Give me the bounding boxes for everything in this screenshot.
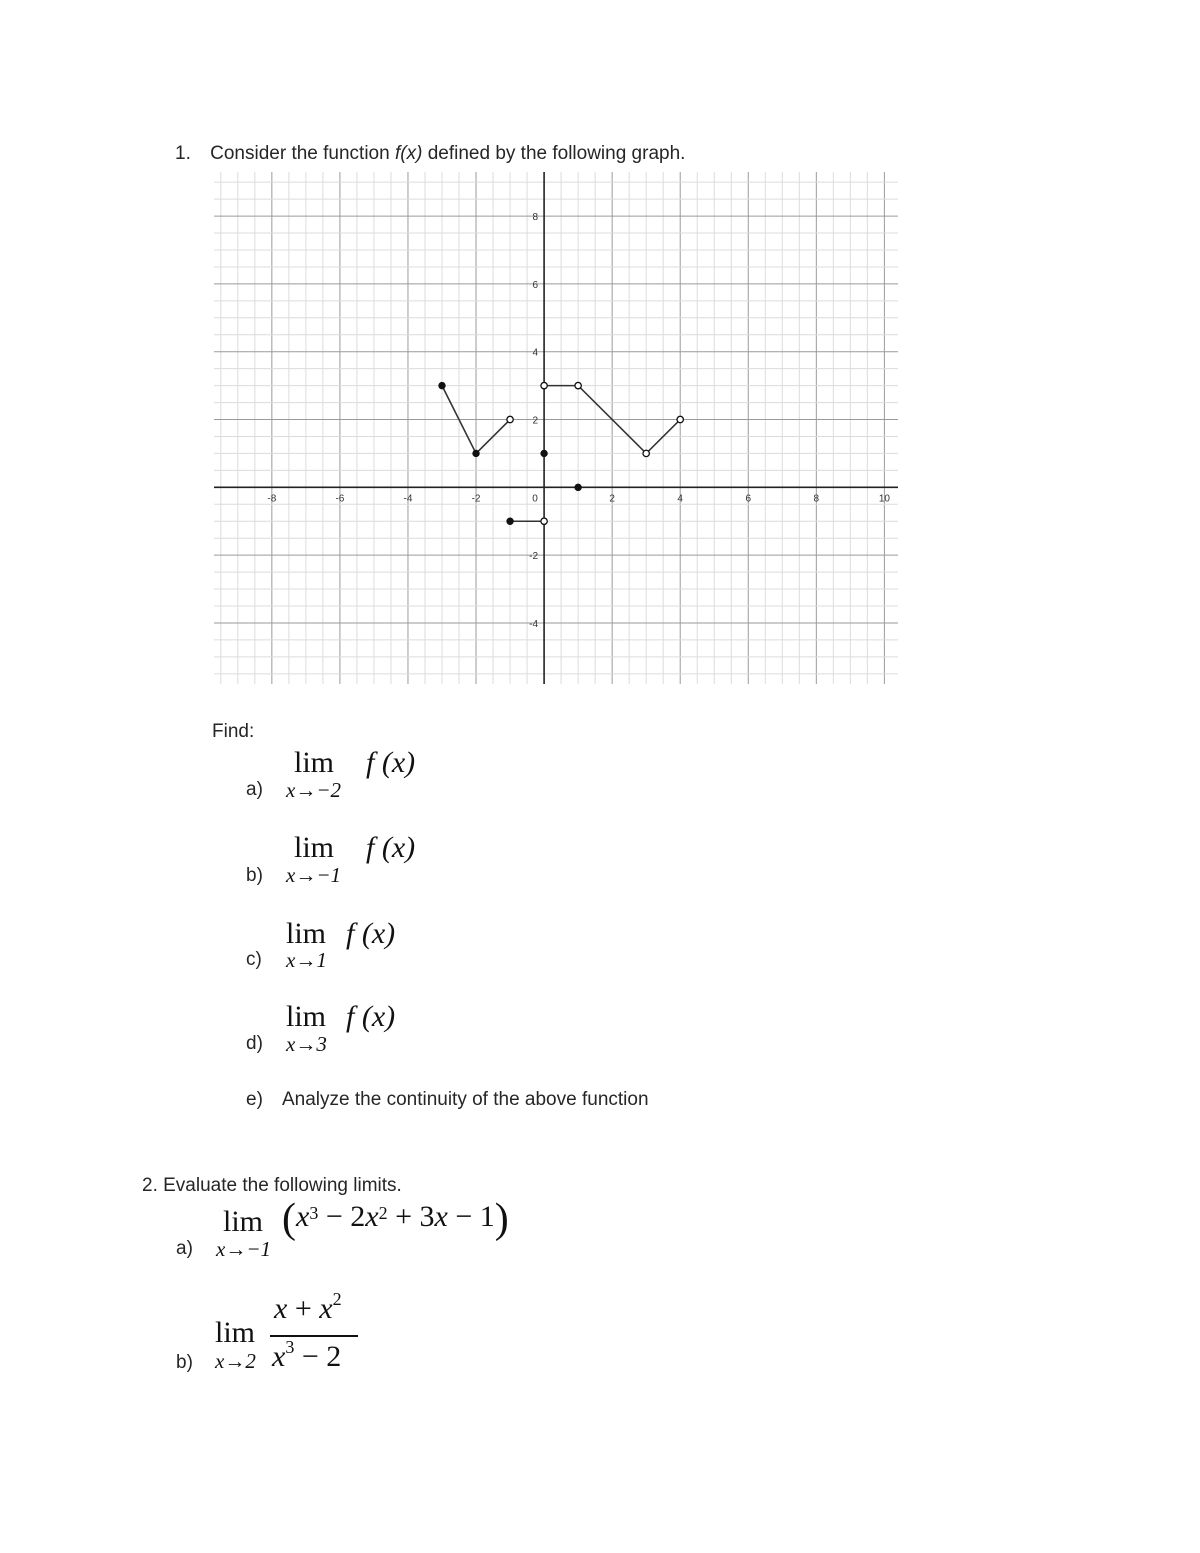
question-1-number: 1.: [175, 143, 191, 164]
question-1-function: f(x): [394, 143, 423, 164]
question-1-text-before: Consider the function: [210, 143, 395, 164]
open-point: [541, 382, 547, 388]
part-a-expression: f (x): [366, 746, 416, 779]
x-tick-label: 4: [677, 493, 683, 505]
part-b-label: b): [246, 865, 263, 886]
closed-point: [541, 450, 547, 456]
y-tick-label: 8: [532, 212, 539, 224]
x-tick-label: 6: [745, 493, 752, 505]
open-point: [643, 450, 649, 456]
x-tick-label: -8: [267, 493, 277, 505]
question-2-title: 2. Evaluate the following limits.: [142, 1175, 402, 1196]
part-c-lim: lim: [286, 917, 327, 950]
part-d-lim: lim: [286, 1000, 327, 1033]
part-a-lim: lim: [294, 746, 335, 779]
q2-part-b-label: b): [176, 1352, 193, 1373]
part-b-expression: f (x): [366, 831, 416, 864]
part-a-label: a): [246, 779, 263, 800]
y-tick-label: 4: [532, 347, 539, 359]
part-b-lim: lim: [294, 831, 335, 864]
q2-b-numerator: $x + x^2$: [274, 1289, 342, 1325]
open-point: [541, 518, 547, 524]
q2-part-b-subscript: x→2: [215, 1349, 256, 1373]
function-graph: [214, 172, 898, 684]
q2-a-close-paren: ): [494, 1196, 509, 1242]
y-tick-label: 2: [532, 415, 539, 427]
q2-part-b-lim: lim: [215, 1316, 256, 1349]
x-tick-label: 2: [609, 493, 615, 505]
question-1-text-after: defined by the following graph.: [422, 143, 686, 164]
x-tick-label: -6: [335, 493, 345, 505]
q2-part-a-subscript: x→−1: [216, 1237, 271, 1261]
y-tick-label: -2: [529, 551, 539, 563]
y-tick-label: -4: [529, 618, 539, 630]
part-d-subscript: x→3: [286, 1032, 327, 1056]
part-c-subscript: x→1: [286, 948, 327, 972]
q2-b-denominator: $x^3 - 2$: [272, 1337, 342, 1373]
open-point: [507, 416, 513, 422]
closed-point: [507, 518, 513, 524]
open-point: [677, 416, 683, 422]
x-tick-label: -4: [403, 493, 413, 505]
x-tick-label: 0: [532, 493, 538, 505]
part-d-label: d): [246, 1033, 263, 1054]
x-tick-label: 10: [878, 493, 890, 505]
y-tick-label: 6: [532, 279, 539, 291]
x-tick-label: -2: [471, 493, 481, 505]
q2-part-a-expression: (x3 − 2x2 + 3x − 1): [282, 1196, 509, 1242]
part-e-text: Analyze the continuity of the above function: [282, 1089, 649, 1110]
part-d-expression: f (x): [346, 1000, 396, 1033]
closed-point: [473, 450, 479, 456]
part-b-subscript: x→−1: [286, 863, 341, 887]
open-point: [575, 382, 581, 388]
part-c-label: c): [246, 949, 262, 970]
x-tick-label: 8: [813, 493, 820, 505]
q2-part-a-label: a): [176, 1238, 193, 1259]
closed-point: [575, 484, 581, 490]
q2-a-open-paren: (: [282, 1196, 296, 1242]
closed-point: [439, 382, 445, 388]
find-label: Find:: [212, 721, 255, 742]
question-1-prompt: [175, 143, 685, 165]
q2-b-fraction-bar: [270, 1335, 358, 1337]
part-c-expression: f (x): [346, 917, 396, 950]
part-e-label: e): [246, 1089, 263, 1110]
q2-part-a-lim: lim: [223, 1205, 264, 1238]
part-a-subscript: x→−2: [286, 778, 341, 802]
